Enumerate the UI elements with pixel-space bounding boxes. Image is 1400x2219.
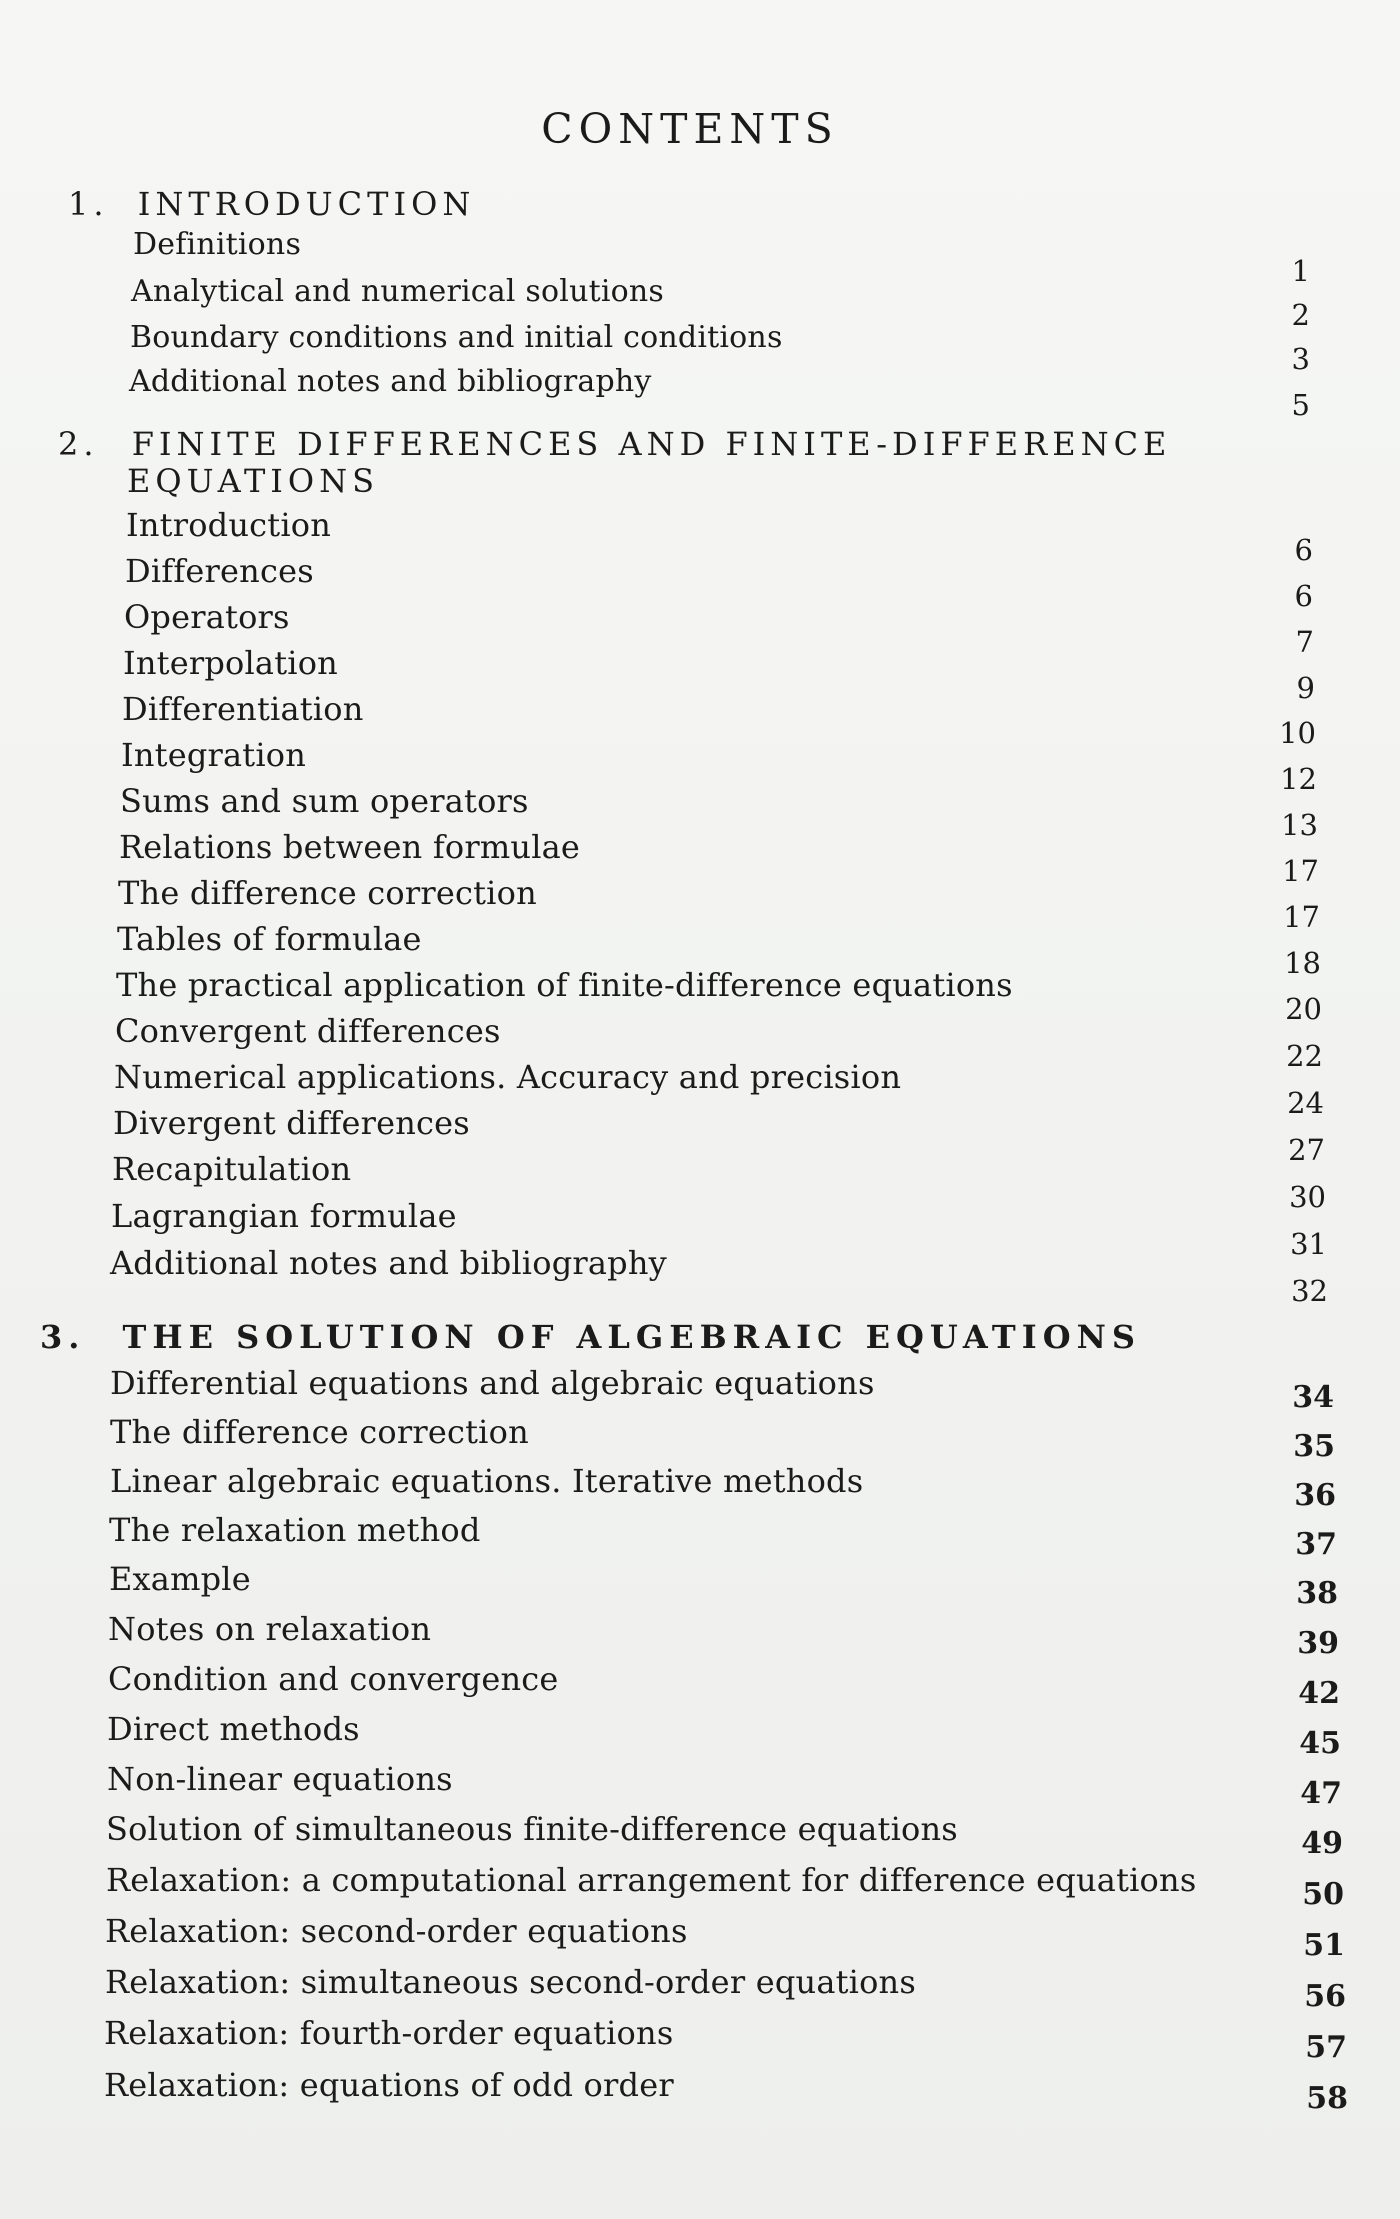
toc-entry-page: 17 (1283, 900, 1320, 934)
toc-entry-page: 35 (1293, 1429, 1335, 1464)
toc-entry-label: Numerical applications. Accuracy and precision (114, 1058, 902, 1096)
toc-entry-label: Relations between formulae (119, 828, 581, 866)
toc-entry-label: The difference correction (118, 874, 537, 912)
toc-entry-page: 34 (1292, 1380, 1334, 1415)
toc-entry-page: 39 (1297, 1626, 1339, 1661)
chapter-number: 1. (68, 185, 109, 223)
toc-entry-page: 27 (1288, 1133, 1325, 1167)
chapter-title: FINITE DIFFERENCES AND FINITE-DIFFERENCE (131, 425, 1172, 463)
toc-entry-label: Recapitulation (112, 1150, 352, 1188)
toc-entry-page: 12 (1280, 762, 1317, 796)
toc-entry-page: 38 (1296, 1576, 1338, 1611)
toc-entry-label: Linear algebraic equations. Iterative methods (110, 1462, 864, 1500)
toc-entry-label: The relaxation method (109, 1511, 481, 1549)
toc-entry-page: 17 (1282, 854, 1319, 888)
toc-entry-page: 1 (1291, 254, 1310, 288)
toc-entry-label: Sums and sum operators (120, 782, 529, 820)
toc-entry-label: Operators (124, 598, 290, 636)
toc-entry-label: Relaxation: equations of odd order (104, 2066, 674, 2104)
toc-entry-label: Definitions (133, 227, 302, 262)
toc-entry-label: Relaxation: a computational arrangement for difference equations (106, 1861, 1197, 1899)
toc-entry-page: 42 (1298, 1676, 1340, 1711)
toc-entry-label: Differences (125, 552, 314, 590)
toc-entry-page: 22 (1286, 1039, 1323, 1073)
toc-entry-label: Additional notes and bibliography (129, 364, 652, 399)
toc-entry-page: 47 (1300, 1776, 1342, 1811)
chapter-heading (58, 425, 1171, 463)
toc-entry-label: Boundary conditions and initial conditions (130, 320, 783, 355)
chapter-title: INTRODUCTION (137, 185, 476, 223)
toc-entry-label: Notes on relaxation (108, 1610, 432, 1648)
toc-entry-page: 7 (1295, 625, 1314, 659)
toc-entry-page: 20 (1285, 992, 1322, 1026)
toc-entry-page: 36 (1294, 1478, 1336, 1513)
toc-entry-label: The difference correction (110, 1413, 529, 1451)
toc-entry-page: 37 (1295, 1527, 1337, 1562)
page-title: CONTENTS (541, 105, 839, 153)
toc-entry-page: 45 (1299, 1726, 1341, 1761)
toc-entry-page: 9 (1296, 671, 1315, 705)
toc-entry-page: 2 (1291, 298, 1310, 332)
toc-entry-page: 49 (1301, 1826, 1343, 1861)
toc-entry-label: Convergent differences (115, 1012, 501, 1050)
toc-entry-page: 31 (1290, 1227, 1327, 1261)
toc-entry-label: Direct methods (107, 1710, 360, 1748)
toc-entry-page: 32 (1291, 1274, 1328, 1308)
toc-entry-label: Interpolation (123, 644, 338, 682)
toc-entry-label: Relaxation: second-order equations (105, 1912, 688, 1950)
toc-entry-page: 57 (1305, 2030, 1347, 2065)
toc-entry-page: 10 (1279, 716, 1316, 750)
toc-entry-page: 3 (1291, 342, 1310, 376)
toc-entry-label: Lagrangian formulae (111, 1197, 457, 1235)
toc-entry-page: 18 (1284, 946, 1321, 980)
toc-entry-label: Example (109, 1560, 251, 1598)
toc-entry-label: Non-linear equations (107, 1760, 453, 1798)
toc-entry-label: Divergent differences (113, 1104, 470, 1142)
chapter-title-continued: EQUATIONS (127, 462, 380, 500)
toc-entry-label: Additional notes and bibliography (110, 1244, 667, 1282)
toc-entry-label: Analytical and numerical solutions (131, 274, 665, 309)
toc-entry-page: 6 (1294, 533, 1313, 567)
toc-entry-page: 50 (1302, 1877, 1344, 1912)
toc-entry-label: The practical application of finite-difference equations (116, 966, 1013, 1004)
toc-entry-page: 24 (1287, 1086, 1324, 1120)
toc-entry-page: 51 (1303, 1928, 1345, 1963)
chapter-heading (40, 1318, 1141, 1356)
chapter-title: THE SOLUTION OF ALGEBRAIC EQUATIONS (122, 1318, 1141, 1356)
toc-entry-page: 13 (1281, 808, 1318, 842)
toc-entry-page: 6 (1294, 579, 1313, 613)
toc-entry-label: Differential equations and algebraic equations (110, 1364, 875, 1402)
chapter-number: 3. (40, 1318, 86, 1356)
toc-entry-page: 56 (1304, 1979, 1346, 2014)
toc-entry-label: Relaxation: simultaneous second-order equations (105, 1963, 916, 2001)
toc-entry-label: Relaxation: fourth-order equations (104, 2014, 674, 2052)
toc-entry-label: Differentiation (122, 690, 364, 728)
toc-entry-label: Solution of simultaneous finite-difference equations (106, 1810, 958, 1848)
toc-entry-page: 30 (1289, 1180, 1326, 1214)
toc-entry-page: 5 (1291, 388, 1310, 422)
chapter-number: 2. (58, 425, 99, 463)
toc-entry-label: Condition and convergence (108, 1660, 559, 1698)
toc-entry-label: Introduction (126, 506, 332, 544)
toc-entry-label: Tables of formulae (117, 920, 422, 958)
toc-entry-page: 58 (1306, 2081, 1348, 2116)
toc-entry-label: Integration (121, 736, 307, 774)
chapter-heading (68, 185, 475, 223)
